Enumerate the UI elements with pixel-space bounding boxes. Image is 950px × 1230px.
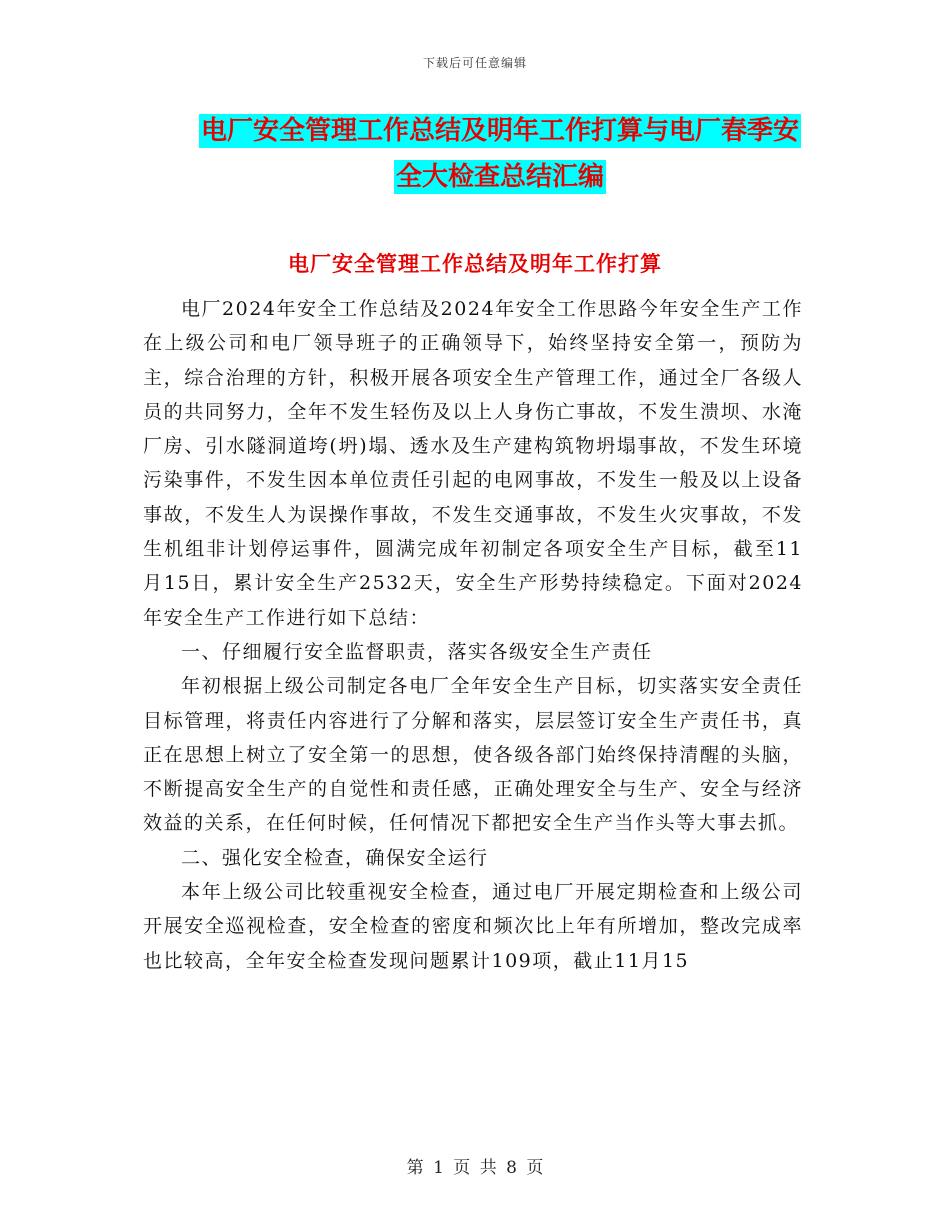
document-title-line1: 电厂安全管理工作总结及明年工作打算与电厂春季安 [200, 116, 799, 146]
page-footer: 第 1 页 共 8 页 [406, 1158, 544, 1178]
document-body [143, 292, 803, 978]
heading-two: 二、强化安全检查，确保安全运行 [181, 846, 489, 869]
paragraph-responsibility: 年初根据上级公司制定各电厂全年安全生产目标，切实落实安全责任目标管理，将责任内容进行了分解和落实，层层签订安全生产责任书，真正在思想上树立了安全第一的思想，使各级各部门始终保持清醒的头脑，不断提高安全生产的自觉性和责任感，正确处理安全与生产、安全与经济效益的关系，在任何时候，任何情况下都把安全生产当作头等大事去抓。 [143, 675, 803, 835]
section-title: 电厂安全管理工作总结及明年工作打算 [288, 251, 662, 276]
document-title-line2: 全大检查总结汇编 [395, 162, 604, 192]
header-note: 下载后可任意编辑 [422, 56, 527, 70]
heading-one: 一、仔细履行安全监督职责，落实各级安全生产责任 [181, 640, 653, 663]
paragraph-inspection: 本年上级公司比较重视安全检查，通过电厂开展定期检查和上级公司开展安全巡视检查，安全检查的密度和频次比上年有所增加，整改完成率也比较高，全年安全检查发现问题累计109项，截止11月15 [143, 881, 803, 972]
paragraph-intro: 电厂2024年安全工作总结及2024年安全工作思路今年安全生产工作在上级公司和电厂领导班子的正确领导下，始终坚持安全第一，预防为主，综合治理的方针，积极开展各项安全生产管理工作，通过全厂各级人员的共同努力，全年不发生轻伤及以上人身伤亡事故，不发生溃坝、水淹厂房、引水隧洞道垮(坍)塌、透水及生产建构筑物坍塌事故，不发生环境污染事件，不发生因本单位责任引起的电网事故，不发生一般及以上设备事故，不发生人为误操作事故，不发生交通事故，不发生火灾事故，不发生机组非计划停运事件，圆满完成年初制定各项安全生产目标，截至11月15日，累计安全生产2532天，安全生产形势持续稳定。下面对2024年安全生产工作进行如下总结： [143, 298, 803, 629]
document-title [180, 108, 820, 200]
